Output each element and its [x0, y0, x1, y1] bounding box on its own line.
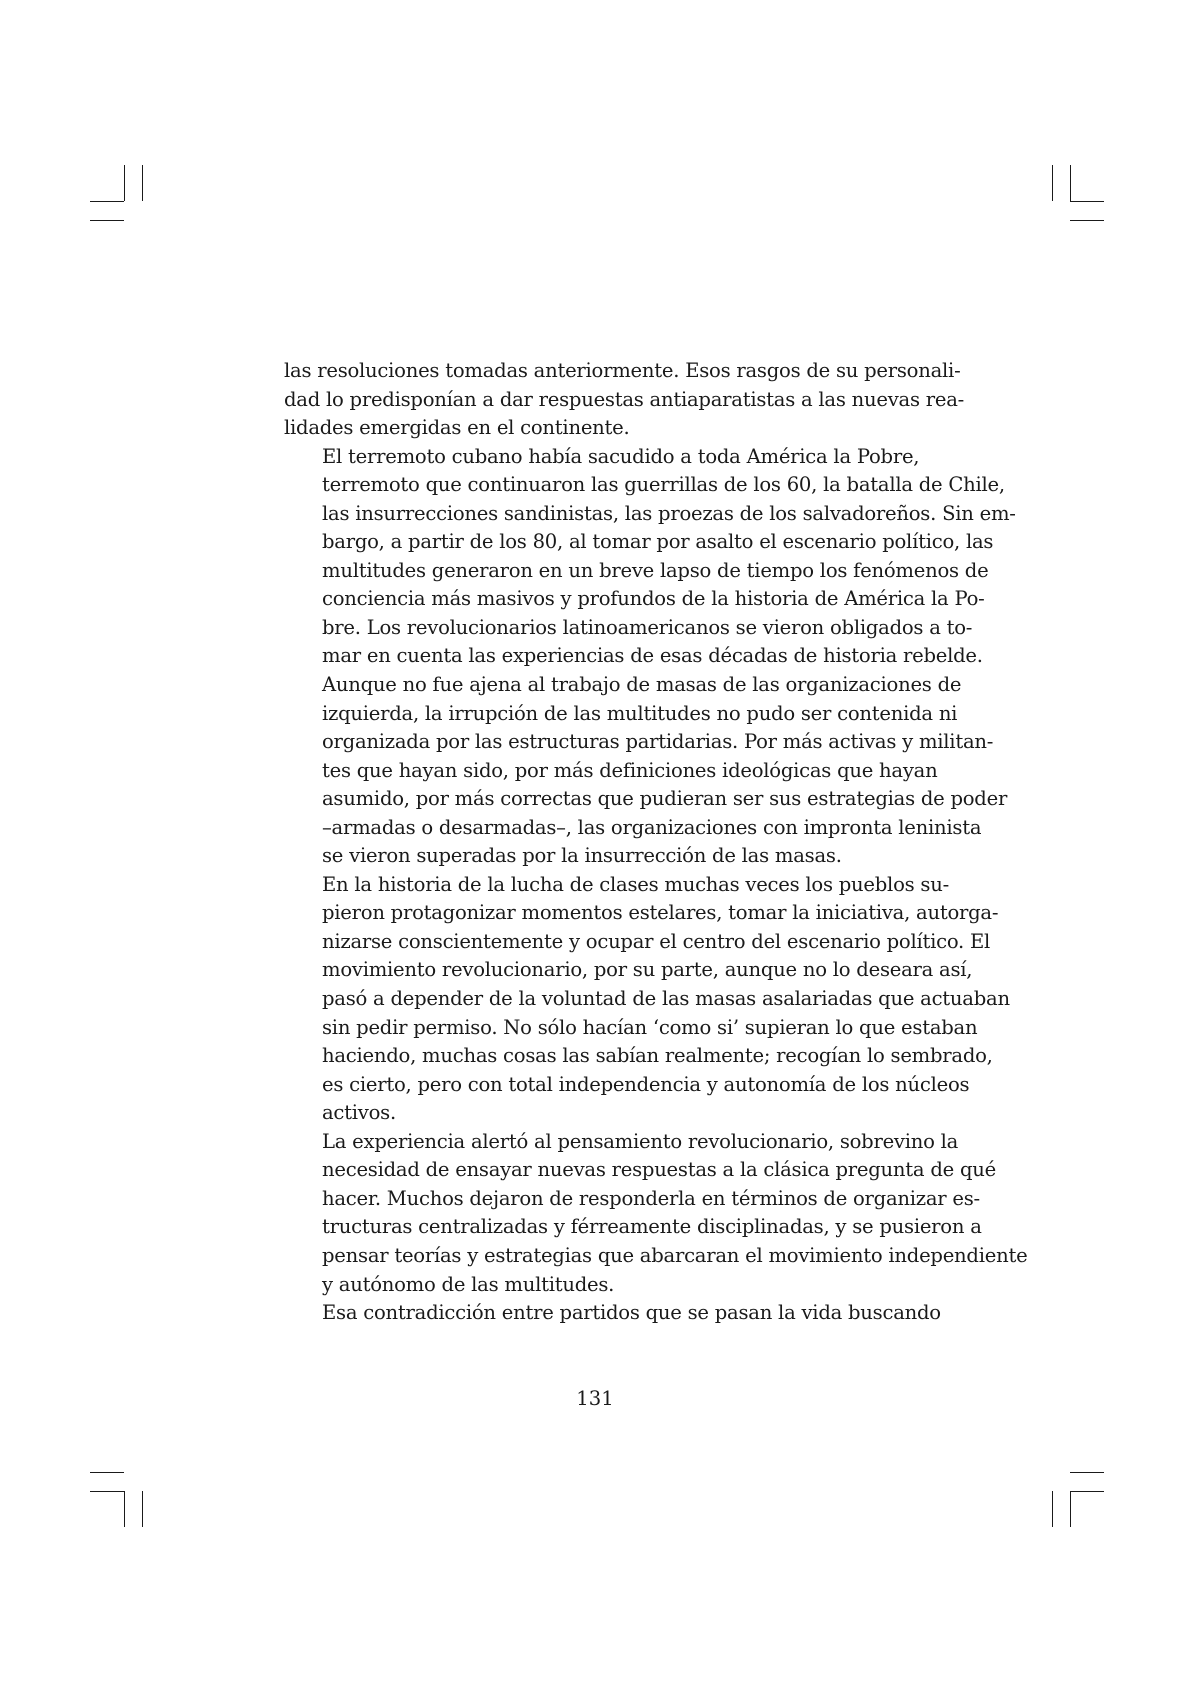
text-line: conciencia más masivos y profundos de la historia de América la Po- — [322, 587, 985, 611]
text-line: asumido, por más correctas que pudieran ser sus estrategias de poder — [322, 787, 1008, 811]
text-line: terremoto que continuaron las guerrillas de los 60, la batalla de Chile, — [322, 473, 1005, 497]
crop-mark — [1070, 1491, 1071, 1527]
text-line: haciendo, muchas cosas las sabían realmente; recogían lo sembrado, — [322, 1044, 993, 1068]
text-line: las resoluciones tomadas anteriormente. Esos rasgos de su personali- — [284, 359, 961, 382]
crop-mark — [142, 165, 143, 201]
text-line: se vieron superadas por la insurrección de las masas. — [322, 844, 842, 868]
crop-mark — [90, 201, 124, 202]
text-line: La experiencia alertó al pensamiento revolucionario, sobrevino la — [322, 1129, 959, 1153]
crop-mark — [1052, 165, 1053, 201]
text-line: las insurrecciones sandinistas, las proezas de los salvadoreños. Sin em- — [322, 501, 1016, 525]
crop-mark — [1070, 1491, 1104, 1492]
paragraph-1 — [284, 357, 965, 443]
crop-mark — [1070, 165, 1071, 201]
text-line: lidades emergidas en el continente. — [284, 416, 630, 440]
text-line: El terremoto cubano había sacudido a toda América la Pobre, — [322, 444, 920, 468]
crop-mark — [90, 1472, 124, 1473]
crop-mark — [1070, 201, 1104, 202]
text-line: multitudes generaron en un breve lapso de tiempo los fenómenos de — [322, 558, 989, 582]
paragraph-5 — [284, 1128, 1028, 1299]
text-line: es cierto, pero con total independencia y autonomía de los núcleos — [322, 1072, 970, 1096]
text-line: bre. Los revolucionarios latinoamericanos se vieron obligados a to- — [322, 615, 973, 639]
crop-mark — [1052, 1491, 1053, 1527]
paragraph-2 — [284, 443, 1016, 671]
crop-mark — [124, 165, 125, 201]
text-line: y autónomo de las multitudes. — [322, 1272, 615, 1296]
text-line: izquierda, la irrupción de las multitudes no pudo ser contenida ni — [322, 701, 958, 725]
text-line: Aunque no fue ajena al trabajo de masas de las organizaciones de — [322, 673, 962, 697]
text-line: Esa contradicción entre partidos que se pasan la vida buscando — [322, 1301, 941, 1325]
text-line: sin pedir permiso. No sólo hacían ‘como si’ supieran lo que estaban — [322, 1015, 978, 1039]
text-line: organizada por las estructuras partidarias. Por más activas y militan- — [322, 730, 994, 754]
text-line: hacer. Muchos dejaron de responderla en términos de organizar es- — [322, 1186, 980, 1210]
text-line: pasó a depender de la voluntad de las masas asalariadas que actuaban — [322, 987, 1010, 1011]
text-line: pensar teorías y estrategias que abarcaran el movimiento independiente — [322, 1243, 1028, 1267]
text-line: bargo, a partir de los 80, al tomar por asalto el escenario político, las — [322, 530, 994, 554]
paragraph-4 — [284, 871, 1010, 1128]
crop-mark — [142, 1491, 143, 1527]
text-line: activos. — [322, 1101, 396, 1125]
text-line: movimiento revolucionario, por su parte, aunque no lo deseara así, — [322, 958, 973, 982]
text-line: pieron protagonizar momentos estelares, tomar la iniciativa, autorga- — [322, 901, 999, 925]
crop-mark — [1070, 220, 1104, 221]
text-line: nizarse conscientemente y ocupar el centro del escenario político. El — [322, 929, 991, 953]
text-line: dad lo predisponían a dar respuestas antiaparatistas a las nuevas rea- — [284, 387, 965, 411]
crop-mark — [124, 1491, 125, 1527]
crop-mark — [1070, 1472, 1104, 1473]
crop-mark — [90, 1491, 124, 1492]
page-number: 131 — [576, 1387, 614, 1410]
body-text — [284, 357, 1028, 1328]
paragraph-3 — [284, 671, 1008, 871]
text-line: mar en cuenta las experiencias de esas décadas de historia rebelde. — [322, 644, 983, 668]
crop-mark — [90, 220, 124, 221]
text-line: –armadas o desarmadas–, las organizaciones con impronta leninista — [322, 815, 982, 839]
text-line: necesidad de ensayar nuevas respuestas a la clásica pregunta de qué — [322, 1158, 996, 1182]
text-line: En la historia de la lucha de clases muchas veces los pueblos su- — [322, 872, 949, 896]
paragraph-6 — [284, 1299, 941, 1328]
text-line: tes que hayan sido, por más definiciones ideológicas que hayan — [322, 758, 938, 782]
text-line: tructuras centralizadas y férreamente disciplinadas, y se pusieron a — [322, 1215, 982, 1239]
